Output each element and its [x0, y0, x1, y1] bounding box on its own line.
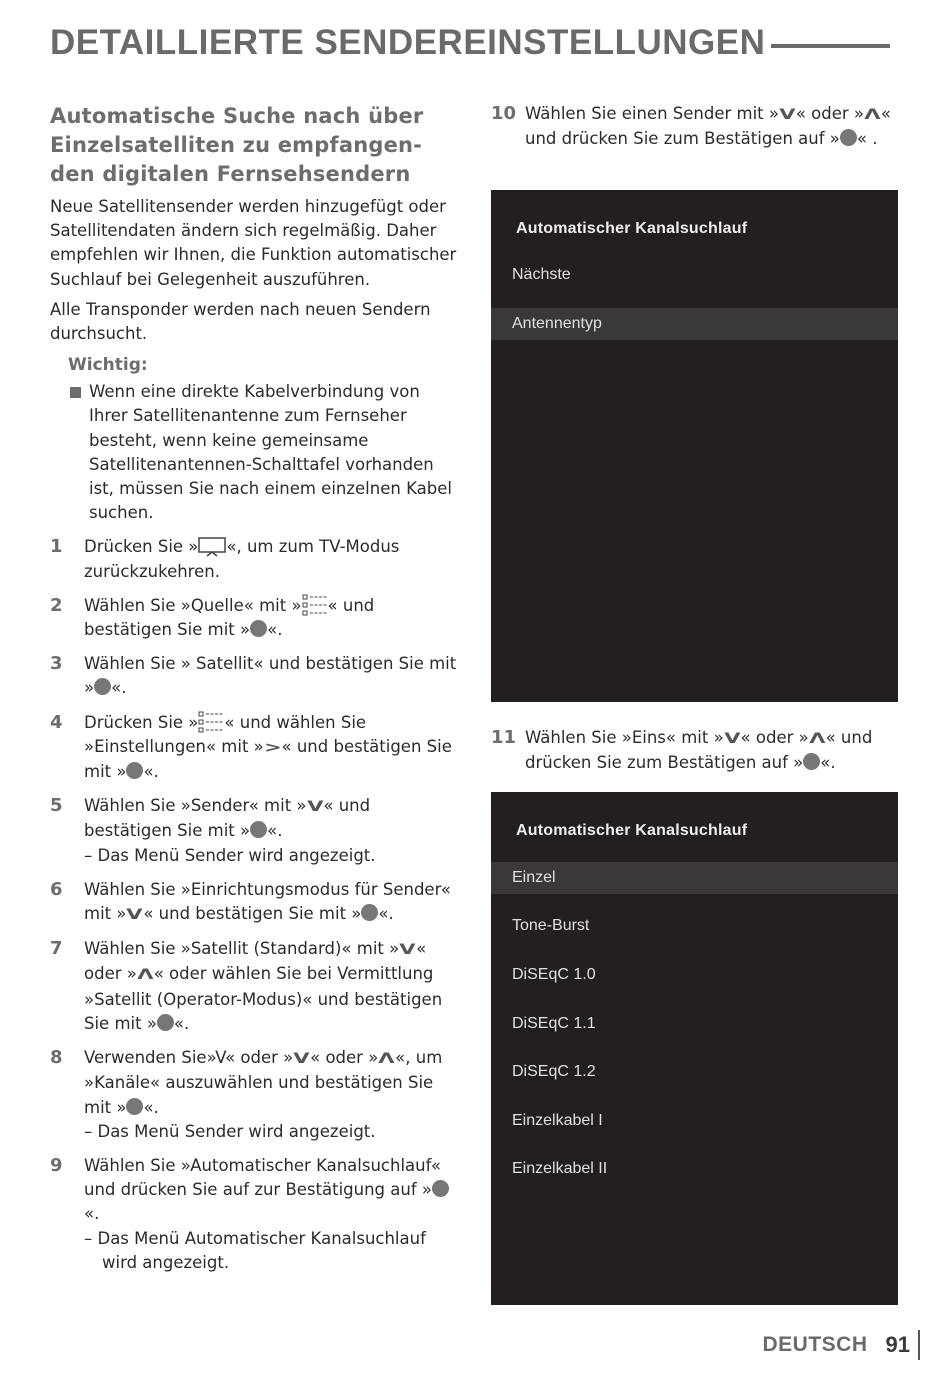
- step-text: Wählen Sie »Satellit (Standard)« mit »V« oder »Λ« oder wählen Sie bei Vermittlung »Satellit (Operator-Modus)« und bestätigen Sie mit » «.: [84, 939, 443, 1033]
- step-number: 10: [491, 103, 517, 124]
- step-number: 3: [50, 653, 63, 675]
- page-title: DETAILLIERTE SENDEREINSTELLUNGEN: [50, 23, 766, 62]
- menu-item-einzelkabel-2[interactable]: Einzelkabel II: [512, 1160, 608, 1177]
- step-text: Wählen Sie »Einrichtungsmodus für Sender« mit »V« und bestätigen Sie mit » «.: [84, 878, 462, 927]
- step-number: 5: [50, 795, 63, 817]
- screen-title: Automatischer Kanalsuchlauf: [516, 220, 748, 237]
- arrow-up-icon: Λ: [809, 731, 826, 747]
- footer-language: DEUTSCH: [762, 1333, 868, 1356]
- step-number: 8: [50, 1047, 63, 1069]
- step-1: [50, 535, 462, 583]
- menu-item-einzel[interactable]: Einzel: [491, 862, 898, 894]
- arrow-right-icon: >: [263, 739, 282, 756]
- arrow-down-icon: V: [723, 731, 741, 747]
- tv-menu-screen-2: [491, 792, 898, 1305]
- step-text: Wählen Sie »Quelle« mit » « und bestätigen Sie mit » «.: [84, 595, 375, 640]
- menu-item-diseqc-1-0[interactable]: DiSEqC 1.0: [512, 966, 596, 983]
- step-list: [50, 535, 462, 1274]
- ok-button-icon: [250, 620, 267, 637]
- page-footer: [763, 1330, 921, 1360]
- important-heading: Wichtig:: [68, 355, 148, 376]
- step-result: – Das Menü Sender wird angezeigt.: [84, 1121, 376, 1141]
- arrow-up-icon: Λ: [864, 107, 881, 123]
- page-header: [50, 18, 890, 68]
- ok-button-icon: [361, 904, 378, 921]
- step-text: Verwenden Sie»V« oder »V« oder »Λ«, um »Kanäle« auszuwählen und bestätigen Sie mit » «. – Das Menü Sender wird angezeigt.: [84, 1046, 462, 1144]
- intro-paragraph: Neue Satellitensender werden hinzugefügt oder Satellitendaten ändern sich regelmäßig. Daher empfehlen wir Ihnen, die Funktion automatischer Suchlauf bei Gelegenheit auszuführen.: [50, 197, 457, 289]
- square-bullet-icon: [70, 387, 81, 398]
- step-text: Wählen Sie »Automatischer Kanalsuchlauf« und drücken Sie auf zur Bestätigung auf »«. – Das Menü Automatischer Kanalsuchlauf wird angezeigt.: [84, 1154, 462, 1275]
- arrow-up-icon: Λ: [378, 1051, 395, 1068]
- arrow-down-icon: V: [293, 1051, 310, 1068]
- step-4: [50, 711, 462, 785]
- tv-menu-screen-1: [491, 190, 898, 702]
- step-number: 7: [50, 938, 63, 960]
- menu-list-icon: [198, 711, 224, 733]
- menu-list-icon: [302, 594, 328, 616]
- important-note: [68, 380, 462, 525]
- ok-button-icon: [94, 678, 111, 695]
- tv-icon: [198, 537, 226, 557]
- ok-button-icon: [250, 821, 267, 838]
- page-number: 91: [886, 1330, 920, 1360]
- ok-button-icon: [840, 129, 857, 146]
- arrow-down-icon: V: [306, 799, 324, 816]
- ok-button-icon: [126, 1098, 143, 1115]
- step-7: [50, 937, 462, 1036]
- ok-button-icon: [432, 1180, 449, 1197]
- step-result: – Das Menü Sender wird angezeigt.: [84, 845, 376, 865]
- step-text: Drücken Sie » «, um zum TV-Modus zurückzukehren.: [84, 537, 400, 581]
- step-number: 9: [50, 1154, 63, 1176]
- step-number: 11: [491, 727, 517, 748]
- step-text: Drücken Sie » « und wählen Sie »Einstellungen« mit »>« und bestätigen Sie mit » «.: [84, 712, 452, 782]
- step-6: [50, 878, 462, 927]
- step-10: [491, 102, 891, 151]
- arrow-down-icon: V: [779, 107, 796, 123]
- step-8: [50, 1046, 462, 1144]
- ok-button-icon: [157, 1014, 174, 1031]
- step-2: [50, 594, 462, 642]
- step-number: 4: [50, 711, 63, 733]
- left-column: [50, 102, 462, 1285]
- important-text: Wenn eine direkte Kabelverbindung von Ihrer Satellitenantenne zum Fernseher besteht, wenn keine gemeinsame Satellitenantennen-Schalttafel vorhanden ist, müssen Sie nach einem einzelnen Kabel suchen.: [89, 382, 452, 523]
- step-11: [491, 726, 891, 775]
- step-number: 6: [50, 878, 63, 900]
- arrow-up-icon: Λ: [137, 967, 154, 984]
- ok-button-icon: [803, 753, 820, 770]
- transponder-paragraph: Alle Transponder werden nach neuen Sendern durchsucht.: [50, 299, 431, 344]
- arrow-down-icon: V: [126, 907, 144, 924]
- step-result: – Das Menü Automatischer Kanalsuchlauf wird angezeigt.: [84, 1228, 426, 1272]
- ok-button-icon: [126, 762, 143, 779]
- step-text: Wählen Sie einen Sender mit »V« oder »Λ« und drücken Sie zum Bestätigen auf » « .: [525, 104, 891, 149]
- menu-item-tone-burst[interactable]: Tone-Burst: [512, 917, 590, 934]
- step-number: 1: [50, 536, 63, 558]
- section-title: Automatische Suche nach über Einzelsatelliten zu empfangen- den digitalen Fernsehsendern: [50, 104, 424, 186]
- screen-title: Automatischer Kanalsuchlauf: [516, 822, 748, 839]
- step-text: Wählen Sie » Satellit« und bestätigen Sie mit » «.: [84, 654, 457, 698]
- step-9: [50, 1154, 462, 1275]
- step-5: [50, 794, 462, 868]
- arrow-down-icon: V: [399, 942, 416, 959]
- step-3: [50, 652, 462, 700]
- step-text: Wählen Sie »Eins« mit »V« oder »Λ« und drücken Sie zum Bestätigen auf » «.: [525, 728, 873, 773]
- menu-item-diseqc-1-1[interactable]: DiSEqC 1.1: [512, 1015, 596, 1032]
- header-rule: [771, 44, 890, 48]
- step-text: Wählen Sie »Sender« mit »V« und bestätigen Sie mit » «. – Das Menü Sender wird angezeigt.: [84, 794, 462, 868]
- menu-item-naechste[interactable]: Nächste: [512, 266, 571, 283]
- step-number: 2: [50, 594, 63, 616]
- menu-item-diseqc-1-2[interactable]: DiSEqC 1.2: [512, 1063, 596, 1080]
- menu-item-einzelkabel-1[interactable]: Einzelkabel I: [512, 1112, 603, 1129]
- menu-item-antennentyp[interactable]: Antennentyp: [491, 308, 898, 340]
